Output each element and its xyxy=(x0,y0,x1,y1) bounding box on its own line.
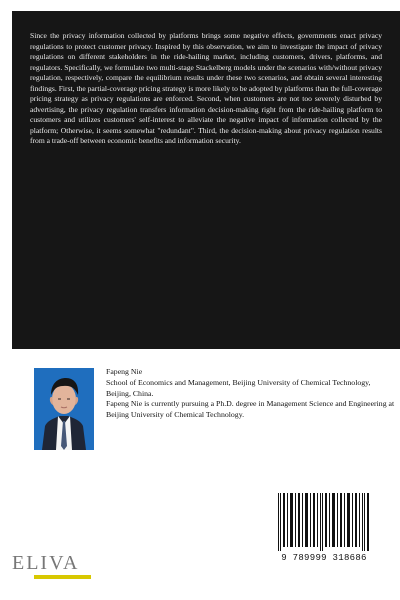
author-info xyxy=(106,367,396,421)
author-bio: Fapeng Nie is currently pursuing a Ph.D. degree in Management Science and Engineering at Beijing University of Chemical Technology. xyxy=(106,399,395,420)
isbn-barcode xyxy=(276,491,372,563)
barcode-icon xyxy=(276,491,372,553)
abstract-panel xyxy=(12,11,400,349)
publisher-logo-accent xyxy=(34,575,91,579)
isbn-number: 9 789999 318686 xyxy=(281,553,367,563)
publisher-logo xyxy=(12,549,98,583)
publisher-logo-text: ELIVA xyxy=(12,552,80,574)
abstract-text: Since the privacy information collected by platforms brings some negative effects, governments enact privacy regulations to protect customer privacy. Inspired by this observation, we aim to investigate the impact of privacy regulations on different stakeholders in the ride-hailing market, including customers, drivers, platforms, and regulators. Specifically, we formulate two multi-stage Stackelberg models under the scenarios with/without privacy regulation, respectively, compare the equilibrium results under these two scenarios, and obtain several interesting findings. First, the partial-coverage pricing strategy is more likely to be adopted by platforms than the full-coverage pricing strategy as privacy regulations are enforced. Second, when customers are not too severely disturbed by advertising, the privacy regulation transfers information decision-making right from the ride-hailing platform to customers and utilizes customers' self-interest to alleviate the negative impact of information collected by the platform; Otherwise, it seems somewhat "redundant". Third, the decision-making about privacy regulation results from a trade-off between economic benefits and information security. xyxy=(30,31,382,145)
author-photo xyxy=(34,368,94,450)
author-block xyxy=(34,367,395,458)
author-affiliation: School of Economics and Management, Beijing University of Chemical Technology, Beijing, China. xyxy=(106,377,371,398)
author-name: Fapeng Nie xyxy=(106,367,143,376)
